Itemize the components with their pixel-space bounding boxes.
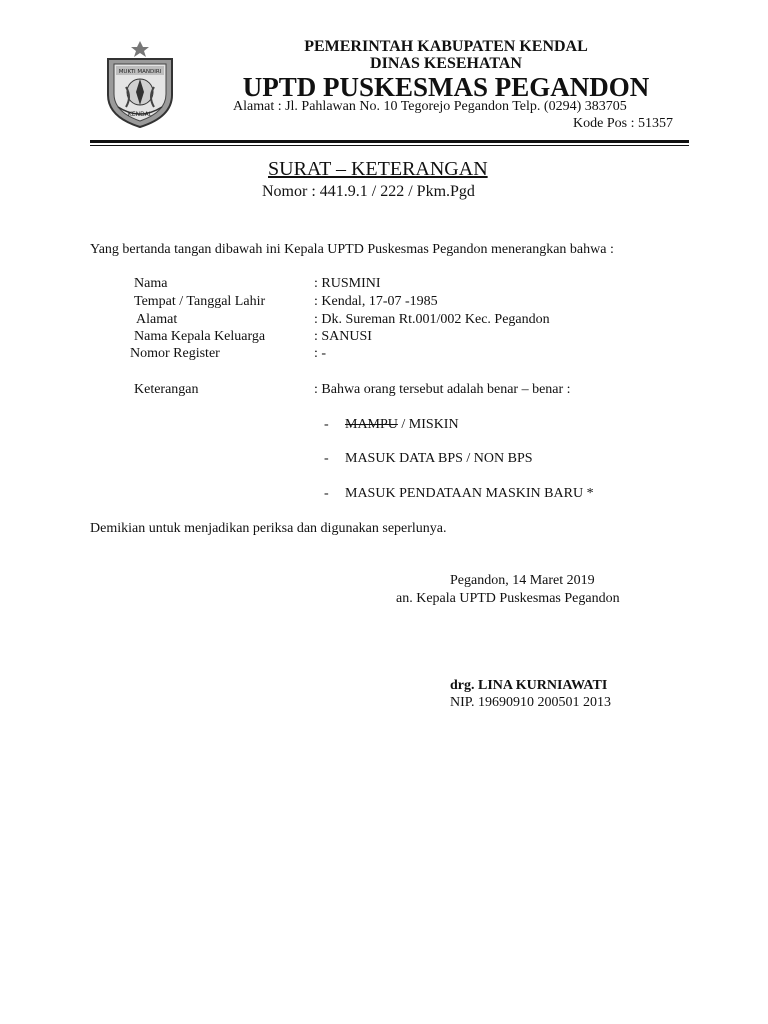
- closing-paragraph: Demikian untuk menjadikan periksa dan digunakan seperlunya.: [90, 521, 447, 536]
- field-value-register: : -: [314, 346, 327, 361]
- item-status-mampu-miskin: [345, 417, 459, 433]
- logo-motto: MUKTI MANDIRI: [118, 69, 162, 75]
- department-name: DINAS KESEHATAN: [370, 55, 522, 72]
- item-dash: -: [324, 451, 329, 466]
- field-label-nama: Nama: [134, 276, 168, 291]
- intro-paragraph: Yang bertanda tangan dibawah ini Kepala UPTD Puskesmas Pegandon menerangkan bahwa :: [90, 242, 614, 257]
- letterhead-divider-thick: [90, 140, 689, 143]
- item-dash: -: [324, 417, 329, 432]
- item-dash: -: [324, 486, 329, 501]
- field-value-head-of-family: : SANUSI: [314, 329, 372, 344]
- item-text-bps: MASUK DATA BPS / NON BPS: [345, 451, 533, 466]
- keterangan-label: Keterangan: [134, 382, 199, 397]
- signatory-name: drg. LINA KURNIAWATI: [450, 678, 608, 693]
- kendal-regency-logo: [102, 37, 178, 131]
- field-label-birth: Tempat / Tanggal Lahir: [134, 294, 266, 309]
- field-value-nama: : RUSMINI: [314, 276, 381, 291]
- keterangan-value: : Bahwa orang tersebut adalah benar – benar :: [314, 382, 571, 397]
- signature-place-date: Pegandon, 14 Maret 2019: [450, 573, 595, 588]
- government-name: PEMERINTAH KABUPATEN KENDAL: [304, 38, 588, 55]
- field-value-address: : Dk. Sureman Rt.001/002 Kec. Pegandon: [314, 312, 550, 327]
- struck-text-mampu: MAMPU: [345, 417, 398, 432]
- postal-code: Kode Pos : 51357: [573, 116, 673, 131]
- field-value-birth: : Kendal, 17-07 -1985: [314, 294, 438, 309]
- letter-title: SURAT – KETERANGAN: [268, 158, 488, 180]
- item-text-maskin-baru: MASUK PENDATAAN MASKIN BARU *: [345, 486, 594, 501]
- logo-region: KENDAL: [127, 111, 153, 118]
- letterhead-divider-thin: [90, 145, 689, 146]
- item-text-miskin: / MISKIN: [397, 417, 459, 432]
- letter-number: Nomor : 441.9.1 / 222 / Pkm.Pgd: [262, 183, 475, 200]
- institution-name: UPTD PUSKESMAS PEGANDON: [242, 72, 650, 102]
- field-label-head-of-family: Nama Kepala Keluarga: [134, 329, 266, 344]
- signatory-nip: NIP. 19690910 200501 2013: [450, 695, 612, 710]
- institution-address: Alamat : Jl. Pahlawan No. 10 Tegorejo Pegandon Telp. (0294) 383705: [233, 99, 627, 114]
- field-label-address: Alamat: [136, 312, 178, 327]
- field-label-register: Nomor Register: [130, 346, 220, 361]
- signature-on-behalf: an. Kepala UPTD Puskesmas Pegandon: [396, 591, 620, 606]
